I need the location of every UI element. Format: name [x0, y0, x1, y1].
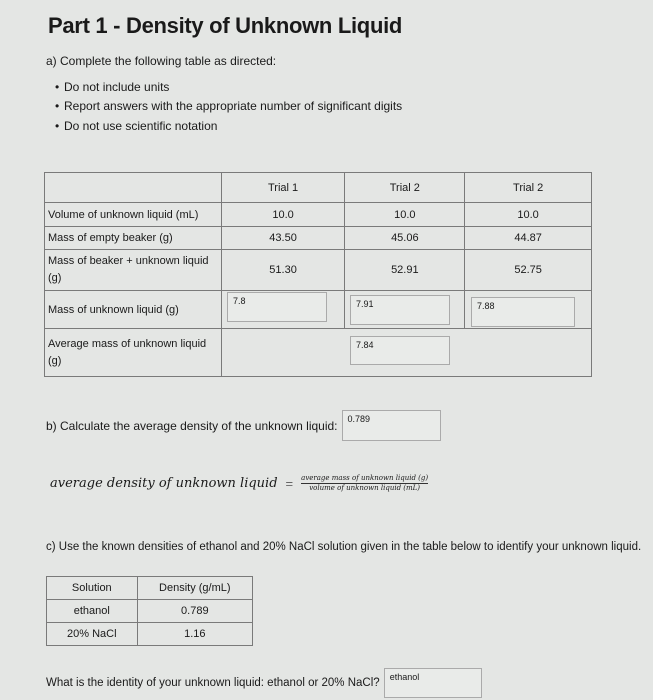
- header-cell: Trial 2: [465, 173, 592, 203]
- density-table: [46, 576, 253, 646]
- table-row: [47, 623, 253, 646]
- row-label: Mass of beaker + unknown liquid (g): [45, 250, 222, 291]
- header-cell: [45, 173, 222, 203]
- table-header-row: [47, 577, 253, 600]
- cell: 10.0: [221, 203, 345, 227]
- cell: 45.06: [345, 227, 465, 250]
- average-mass-input[interactable]: 7.84: [350, 336, 450, 365]
- page-title: Part 1 - Density of Unknown Liquid: [48, 13, 403, 38]
- row-label: Volume of unknown liquid (mL): [45, 203, 222, 227]
- formula-lhs: average density of unknown liquid: [50, 475, 278, 491]
- bullet-item: [55, 80, 169, 94]
- cell: 10.0: [345, 203, 465, 227]
- table-row: [45, 227, 592, 250]
- row-label: Mass of empty beaker (g): [45, 227, 222, 250]
- part-c-instruction: c) Use the known densities of ethanol and 20% NaCl solution given in the table below to identify your unknown liquid.: [46, 541, 642, 553]
- formula-denominator: volume of unknown liquid (mL): [309, 484, 421, 492]
- cell: 51.30: [221, 250, 345, 291]
- row-label: Average mass of unknown liquid (g): [45, 329, 222, 377]
- bullet-text: Report answers with the appropriate number of significant digits: [64, 99, 403, 113]
- table-row: [45, 203, 592, 227]
- table-row: [47, 600, 253, 623]
- cell: 43.50: [221, 227, 345, 250]
- mass-trial-1-input[interactable]: 7.8: [227, 292, 327, 322]
- data-table: [44, 172, 592, 377]
- table-row: [45, 250, 592, 291]
- average-density-input[interactable]: 0.789: [342, 410, 441, 441]
- formula-numerator: average mass of unknown liquid (g): [301, 474, 429, 482]
- header-cell: Solution: [47, 577, 138, 600]
- cell: 1.16: [137, 623, 252, 646]
- cell: 52.75: [465, 250, 592, 291]
- header-cell: Density (g/mL): [137, 577, 252, 600]
- identity-answer-input[interactable]: ethanol: [384, 668, 482, 698]
- part-a-instruction: a) Complete the following table as directed:: [46, 54, 277, 68]
- cell: 20% NaCl: [47, 623, 138, 646]
- table-header-row: [45, 173, 592, 203]
- bullet-text: Do not use scientific notation: [64, 119, 218, 133]
- density-formula: [50, 474, 428, 492]
- formula-fraction: [301, 474, 428, 492]
- part-b-question: b) Calculate the average density of the unknown liquid:: [46, 418, 338, 433]
- identity-question: What is the identity of your unknown liquid: ethanol or 20% NaCl?: [46, 677, 380, 689]
- cell: 0.789: [137, 600, 252, 623]
- mass-trial-3-input[interactable]: 7.88: [471, 297, 575, 327]
- row-label: Mass of unknown liquid (g): [45, 291, 222, 329]
- formula-equals: =: [285, 475, 294, 491]
- cell: 10.0: [465, 203, 592, 227]
- bullet-item: [55, 119, 217, 133]
- bullet-item: [55, 99, 402, 113]
- bullet-text: Do not include units: [64, 80, 170, 94]
- identity-row: [46, 668, 482, 698]
- cell: 44.87: [465, 227, 592, 250]
- table-row: [45, 329, 592, 377]
- cell: 52.91: [345, 250, 465, 291]
- part-b-row: [46, 410, 441, 441]
- header-cell: Trial 1: [221, 173, 345, 203]
- mass-trial-2-input[interactable]: 7.91: [350, 295, 450, 325]
- cell: ethanol: [47, 600, 138, 623]
- header-cell: Trial 2: [345, 173, 465, 203]
